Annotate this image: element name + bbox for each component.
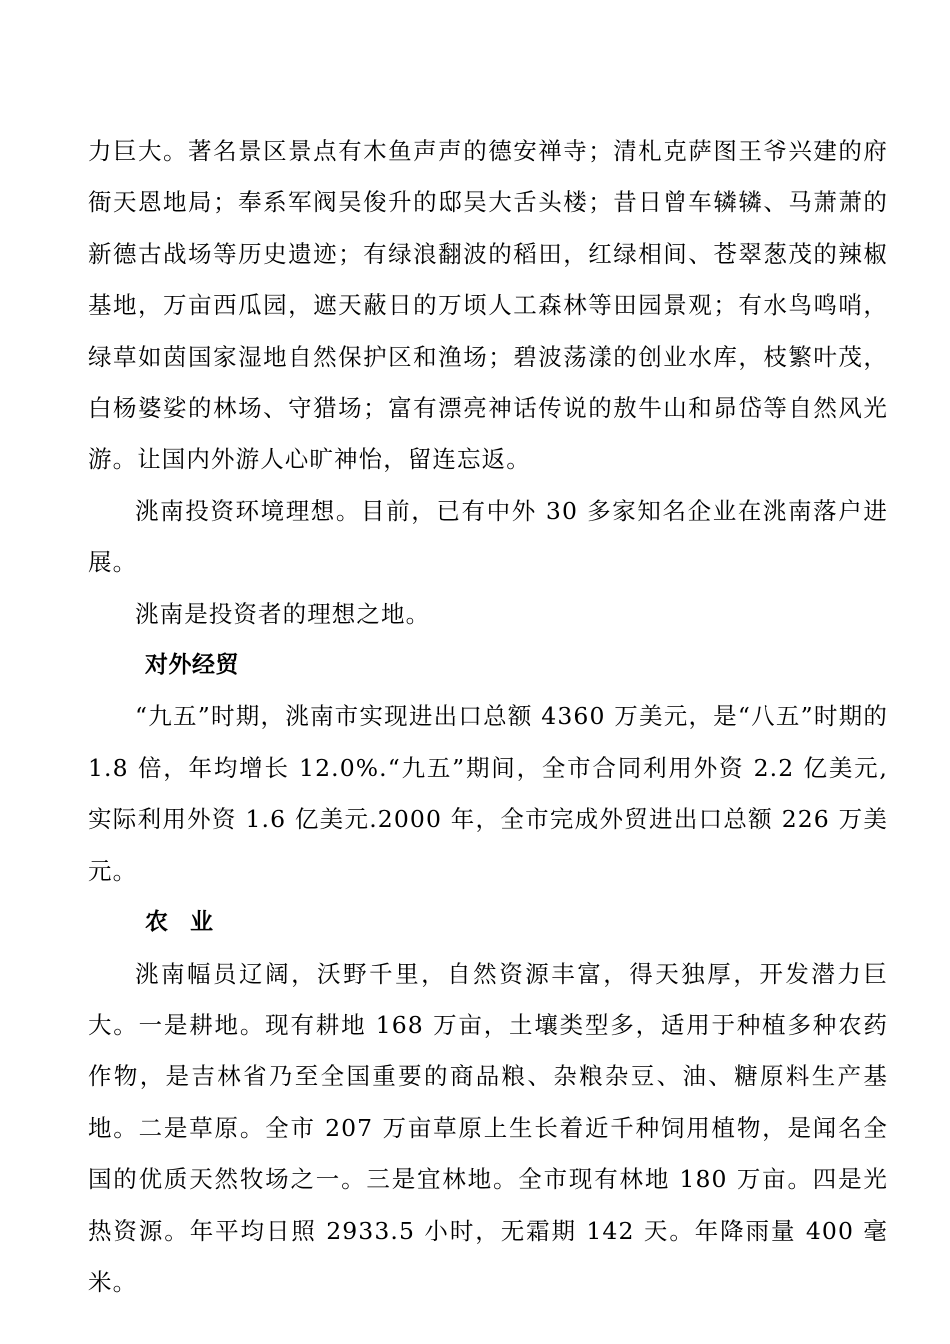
heading-agriculture: 农业 xyxy=(145,909,235,936)
paragraph-investment-destination: 洮南是投资者的理想之地。 xyxy=(135,599,431,628)
paragraph-foreign-trade: “九五”时期，洮南市实现进出口总额 4360 万美元，是“八五”时期的 1.8 倍，年均增长 12.0%.“九五”期间，全市合同利用外资 2.2 亿美元,实际利用外资 1.6 亿美元.2000 年，全市完成外贸进出口总额 226 万美元。 xyxy=(88,702,888,885)
document-page xyxy=(88,126,888,1308)
paragraph-agriculture: 洮南幅员辽阔，沃野千里，自然资源丰富，得天独厚，开发潜力巨大。一是耕地。现有耕地 168 万亩，土壤类型多，适用于种植多种农药作物，是吉林省乃至全国重要的商品粮、杂粮杂豆、油、糖原料生产基地。二是草原。全市 207 万亩草原上生长着近千种饲用植物，是闻名全国的优质天然牧场之一。三是宜林地。全市现有林地 180 万亩。四是光热资源。年平均日照 2933.5 小时，无霜期 142 天。年降雨量 400 毫米。 xyxy=(88,959,888,1296)
heading-foreign-trade: 对外经贸 xyxy=(145,652,239,679)
paragraph-tourism: 力巨大。著名景区景点有木鱼声声的德安禅寺；清札克萨图王爷兴建的府衙天恩地局；奉系军阀吴俊升的邸吴大舌头楼；昔日曾车辚辚、马萧萧的新德古战场等历史遗迹；有绿浪翻波的稻田，红绿相间、苍翠葱茂的辣椒基地，万亩西瓜园，遮天蔽日的万顷人工森林等田园景观；有水鸟鸣哨，绿草如茵国家湿地自然保护区和渔场；碧波荡漾的创业水库，枝繁叶茂，白杨婆娑的林场、守猎场；富有漂亮神话传说的敖牛山和昴岱等自然风光游。让国内外游人心旷神怡，留连忘返。 xyxy=(88,137,888,474)
paragraph-investment-environment: 洮南投资环境理想。目前，已有中外 30 多家知名企业在洮南落户进展。 xyxy=(88,496,888,577)
